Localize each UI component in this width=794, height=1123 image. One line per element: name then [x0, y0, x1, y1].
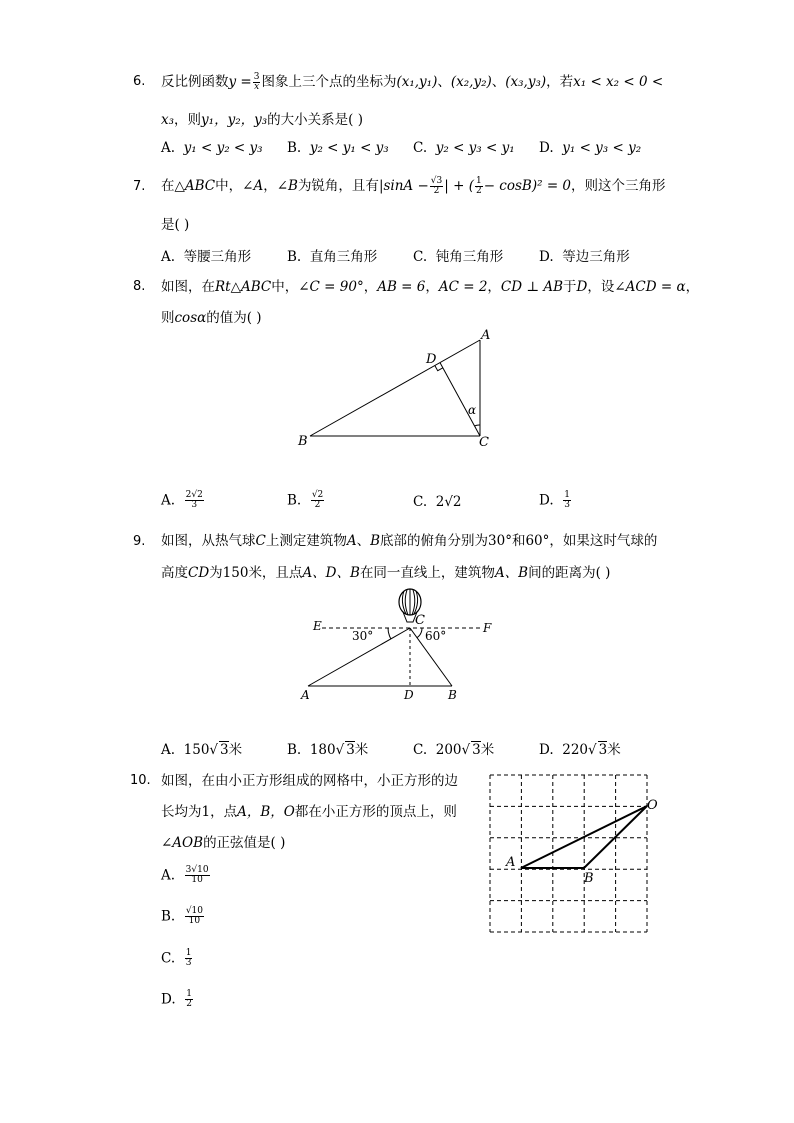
label-a: A	[301, 688, 310, 702]
question-7-line-2: 是( )	[161, 217, 190, 233]
label-b: B	[448, 688, 457, 702]
question-10-line-2: 长均为1，点A，B，O都在小正方形的顶点上，则	[161, 804, 457, 820]
option-a[interactable]: A. y₁ < y₂ < y₃	[161, 140, 263, 156]
question-9-line-1: 如图，从热气球C上测定建筑物A、B底部的俯角分别为30°和60°，如果这时气球的	[161, 533, 658, 549]
label-a: A	[481, 328, 491, 343]
option-a[interactable]: A. 等腰三角形	[161, 249, 252, 265]
angle-30-arc	[388, 628, 391, 639]
option-d[interactable]: D. $\frac{1}{3}$	[539, 490, 570, 511]
option-a[interactable]: A. $\frac{2√2}{3}$	[161, 490, 203, 511]
label-alpha: α	[468, 403, 477, 417]
option-b[interactable]: B. 直角三角形	[287, 249, 378, 265]
question-number: 9.	[133, 534, 146, 549]
question-6-line-2: x₃，则y₁，y₂，y₃的大小关系是( )	[161, 112, 363, 128]
label-e: E	[313, 619, 322, 633]
question-6-line-1: 反比例函数y = $\frac{3}{x}$ 图象上三个点的坐标为(x₁,y₁)、(x₂,y₂)、(x₃,y₃)，若x₁ < x₂ < 0 <	[161, 71, 664, 92]
label-60: 60°	[425, 629, 447, 643]
question-number: 8.	[133, 279, 146, 294]
option-c[interactable]: C. $\frac{1}{3}$	[161, 948, 192, 969]
question-9-line-2: 高度CD为150米，且点A、D、B在同一直线上，建筑物A、B间的距离为( )	[161, 565, 611, 581]
option-b[interactable]: B. $\frac{√10}{10}$	[161, 906, 203, 927]
label-d: D	[404, 688, 414, 702]
question-8-line-2: 则cosα的值为( )	[161, 310, 262, 326]
label-o: O	[647, 798, 658, 813]
label-f: F	[483, 621, 492, 635]
question-10-line-1: 如图，在由小正方形组成的网格中，小正方形的边	[161, 773, 458, 789]
label-a: A	[506, 855, 516, 870]
dashed-grid	[490, 775, 647, 932]
option-a[interactable]: A. 150√ 3米	[161, 742, 243, 758]
option-d[interactable]: D. $\frac{1}{2}$	[161, 989, 192, 1010]
option-b[interactable]: B. y₂ < y₁ < y₃	[287, 140, 389, 156]
option-d[interactable]: D. y₁ < y₃ < y₂	[539, 140, 642, 156]
angle-60-arc	[417, 628, 422, 638]
angle-alpha-arc	[475, 425, 481, 426]
label-b: B	[298, 434, 308, 449]
question-number: 6.	[133, 74, 146, 89]
option-b[interactable]: B. 180√ 3米	[287, 742, 369, 758]
label-30: 30°	[352, 629, 374, 643]
option-a[interactable]: A. $\frac{3√10}{10}$	[161, 865, 209, 886]
right-triangle-figure	[290, 326, 500, 456]
option-d[interactable]: D. 等边三角形	[539, 249, 630, 265]
fraction: $\frac{√3}{2}$	[430, 175, 443, 196]
question-10-line-3: ∠AOB的正弦值是( )	[161, 835, 286, 851]
question-number: 10.	[130, 773, 151, 788]
hot-air-balloon-figure	[300, 584, 510, 706]
option-c[interactable]: C. 200√ 3米	[413, 742, 495, 758]
label-d: D	[426, 352, 437, 367]
label-b: B	[584, 871, 594, 886]
option-d[interactable]: D. 220√ 3米	[539, 742, 621, 758]
grid-figure	[484, 770, 666, 936]
fraction: $\frac{1}{2}$	[475, 175, 482, 196]
side-ab	[310, 340, 480, 436]
altitude-cd	[440, 363, 480, 436]
option-c[interactable]: C. 2√2	[413, 494, 462, 510]
question-7-line-1: 在△ABC中，∠A，∠B为锐角，且有|sinA − $\frac{√3}{2}$ | + ( $\frac{1}{2}$ − cosB)² = 0，则这个三角形	[161, 175, 666, 196]
triangle-aob	[521, 806, 647, 868]
option-c[interactable]: C. y₂ < y₃ < y₁	[413, 140, 515, 156]
question-8-line-1: 如图，在Rt△ABC中，∠C = 90°，AB = 6，AC = 2，CD ⊥ AB于D，设∠ACD = α，	[161, 279, 700, 295]
label-c: C	[415, 613, 425, 628]
option-c[interactable]: C. 钝角三角形	[413, 249, 504, 265]
option-b[interactable]: B. $\frac{√2}{2}$	[287, 490, 324, 511]
fraction: $\frac{3}{x}$	[253, 71, 260, 92]
question-number: 7.	[133, 179, 146, 194]
label-c: C	[479, 435, 489, 450]
